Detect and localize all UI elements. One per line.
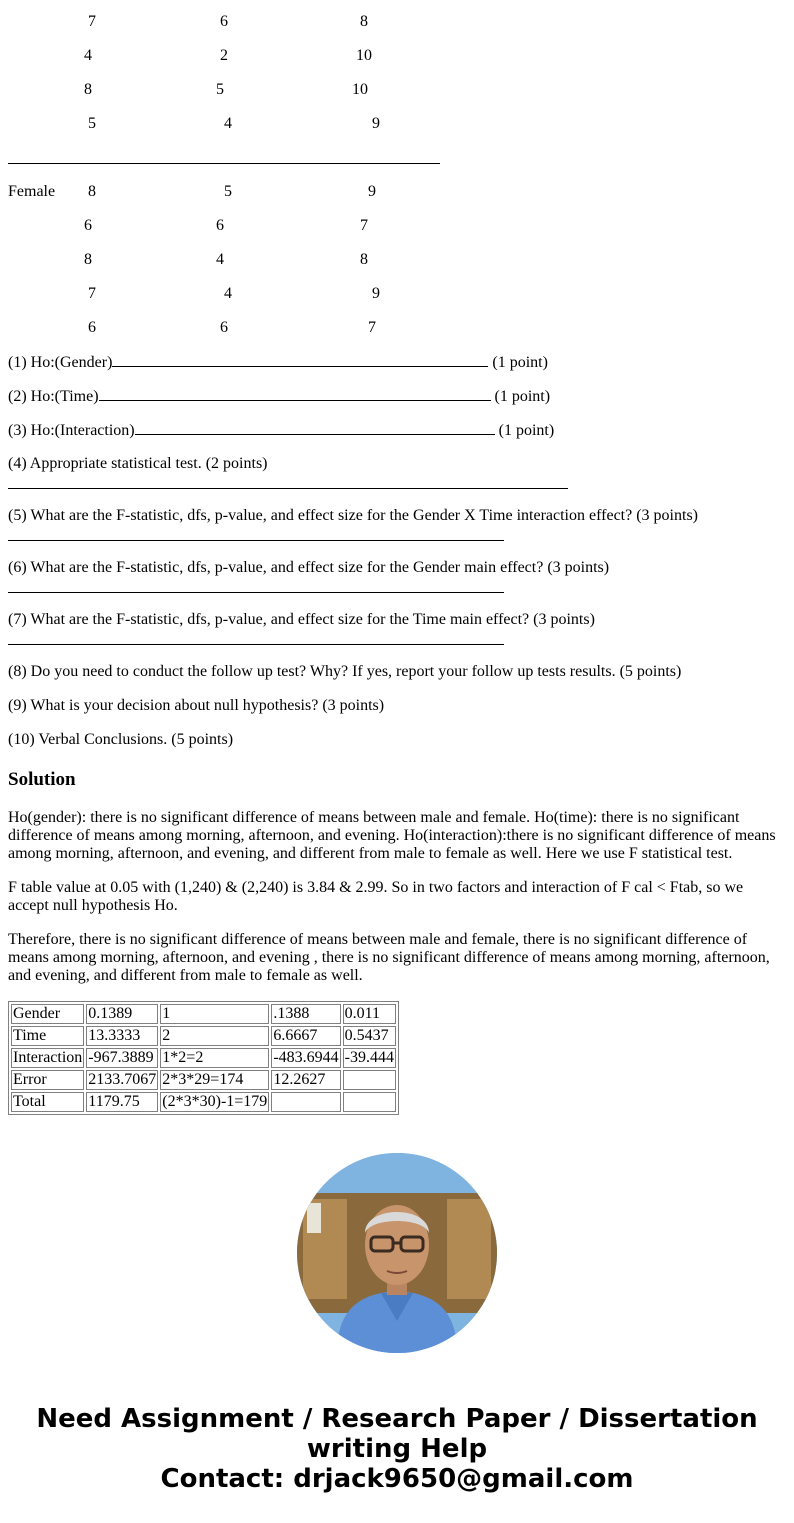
group-label: Female	[8, 183, 56, 200]
data-cell: 2	[220, 47, 228, 64]
question-3-text: (3) Ho:(Interaction)	[8, 422, 135, 439]
table-cell: Time	[11, 1026, 84, 1046]
table-cell: 13.3333	[86, 1026, 158, 1046]
question-2-text: (2) Ho:(Time)	[8, 388, 99, 405]
table-cell: 2133.7067	[88, 1071, 157, 1088]
question-4: (4) Appropriate statistical test. (2 points)	[8, 455, 268, 472]
table-cell: 1*2=2	[160, 1048, 269, 1068]
table-cell: -967.3889	[86, 1048, 158, 1068]
data-cell: 9	[372, 115, 380, 132]
table-cell: 2*3*29=174	[160, 1070, 269, 1090]
data-cell: 6	[220, 13, 228, 30]
table-cell: 0.5437	[343, 1026, 396, 1046]
data-cell: 8	[84, 251, 92, 268]
banner-line-1: Need Assignment / Research Paper / Dissertation	[36, 1404, 758, 1434]
answer-blank	[99, 386, 491, 401]
data-row	[0, 284, 794, 304]
data-row	[0, 46, 794, 66]
table-cell: Error	[11, 1070, 84, 1090]
table-cell: (2*3*30)-1=179	[162, 1093, 268, 1110]
data-cell: 6	[88, 319, 96, 336]
question-10: (10) Verbal Conclusions. (5 points)	[8, 731, 234, 748]
data-cell: 6	[216, 217, 224, 234]
table-cell: 1	[160, 1004, 269, 1024]
solution-paragraph-3: Therefore, there is no significant difference of means between male and female, there is no significant difference of means among morning, afternoon, and evening , there is no significant difference of means among morning, afternoon, and evening, and different from male to female as well.	[8, 931, 770, 984]
data-row	[0, 12, 794, 32]
author-avatar	[297, 1153, 497, 1353]
table-row	[11, 1092, 396, 1112]
answer-line	[8, 644, 504, 645]
table-row	[11, 1004, 396, 1024]
table-cell: -39.444	[344, 1049, 394, 1066]
table-row	[11, 1026, 396, 1046]
question-1-points: (1 point)	[492, 354, 548, 371]
data-cell: 6	[84, 217, 92, 234]
data-cell: 5	[224, 183, 232, 200]
data-cell: 10	[352, 81, 368, 98]
question-9: (9) What is your decision about null hypothesis? (3 points)	[8, 697, 385, 714]
data-cell: 8	[84, 81, 92, 98]
anova-table	[8, 1001, 399, 1115]
data-cell: 4	[216, 251, 224, 268]
data-cell: 8	[360, 251, 368, 268]
table-cell: Total	[11, 1092, 84, 1112]
table-row	[11, 1070, 396, 1090]
data-cell: 9	[368, 183, 376, 200]
data-cell: 7	[360, 217, 368, 234]
answer-blank	[112, 352, 488, 367]
data-cell: 4	[224, 115, 232, 132]
data-cell: 7	[88, 285, 96, 302]
data-row	[0, 80, 794, 100]
data-cell: 5	[216, 81, 224, 98]
table-cell: 1179.75	[86, 1092, 158, 1112]
data-row	[0, 250, 794, 270]
table-cell: 2	[160, 1026, 269, 1046]
table-cell: .1388	[271, 1004, 340, 1024]
data-cell: 8	[360, 13, 368, 30]
data-row	[0, 114, 794, 134]
question-2-points: (1 point)	[494, 388, 551, 405]
table-cell	[271, 1092, 340, 1112]
banner-line-2: writing Help	[306, 1434, 488, 1464]
table-cell	[343, 1070, 396, 1090]
question-2	[8, 386, 550, 407]
question-3	[8, 420, 554, 441]
data-cell: 4	[224, 285, 232, 302]
data-cell: 4	[84, 47, 92, 64]
question-6: (6) What are the F-statistic, dfs, p-value, and effect size for the Gender main effect? (3 points)	[8, 559, 610, 576]
question-8: (8) Do you need to conduct the follow up test? Why? If yes, report your follow up tests results. (5 points)	[8, 663, 682, 680]
table-cell: 0.011	[343, 1004, 396, 1024]
data-row	[0, 182, 794, 202]
table-row	[11, 1048, 396, 1068]
question-3-points: (1 point)	[498, 422, 555, 439]
solution-paragraph-1: Ho(gender): there is no significant difference of means between male and female. Ho(time): there is no significant difference of means among morning, afternoon, and evening. Ho(interaction):there is no significant difference of means among morning, afternoon, and evening, and different from male to female as well. Here we use F statistical test.	[8, 809, 776, 862]
answer-blank	[135, 420, 495, 435]
question-7: (7) What are the F-statistic, dfs, p-value, and effect size for the Time main effect? (3 points)	[8, 611, 595, 628]
table-cell: 12.2627	[271, 1070, 340, 1090]
data-cell: 8	[88, 183, 96, 200]
solution-heading: Solution	[8, 769, 76, 790]
data-cell: 5	[88, 115, 96, 132]
table-cell: 0.1389	[86, 1004, 158, 1024]
data-cell: 9	[372, 285, 380, 302]
data-cell: 7	[88, 13, 96, 30]
data-cell: 7	[368, 319, 376, 336]
table-cell: 6.6667	[271, 1026, 340, 1046]
data-row	[0, 318, 794, 338]
table-cell: Interaction	[13, 1049, 83, 1066]
portrait-illustration	[297, 1153, 497, 1353]
banner-contact: Contact: drjack9650@gmail.com	[160, 1464, 634, 1494]
answer-line	[8, 592, 504, 593]
promo-banner	[0, 1404, 794, 1494]
answer-line	[8, 488, 568, 489]
solution-paragraph-2: F table value at 0.05 with (1,240) & (2,240) is 3.84 & 2.99. So in two factors and interaction of F cal < Ftab, so we accept null hypothesis Ho.	[8, 879, 744, 914]
question-5: (5) What are the F-statistic, dfs, p-value, and effect size for the Gender X Time interaction effect? (3 points)	[8, 507, 698, 524]
table-cell	[343, 1092, 396, 1112]
data-cell: 10	[356, 47, 372, 64]
table-cell: -483.6944	[273, 1049, 339, 1066]
question-1-text: (1) Ho:(Gender)	[8, 354, 113, 371]
answer-line	[8, 540, 504, 541]
table-cell: Gender	[11, 1004, 84, 1024]
table-divider	[8, 163, 440, 164]
question-1	[8, 352, 548, 373]
data-cell: 6	[220, 319, 228, 336]
data-row	[0, 216, 794, 236]
